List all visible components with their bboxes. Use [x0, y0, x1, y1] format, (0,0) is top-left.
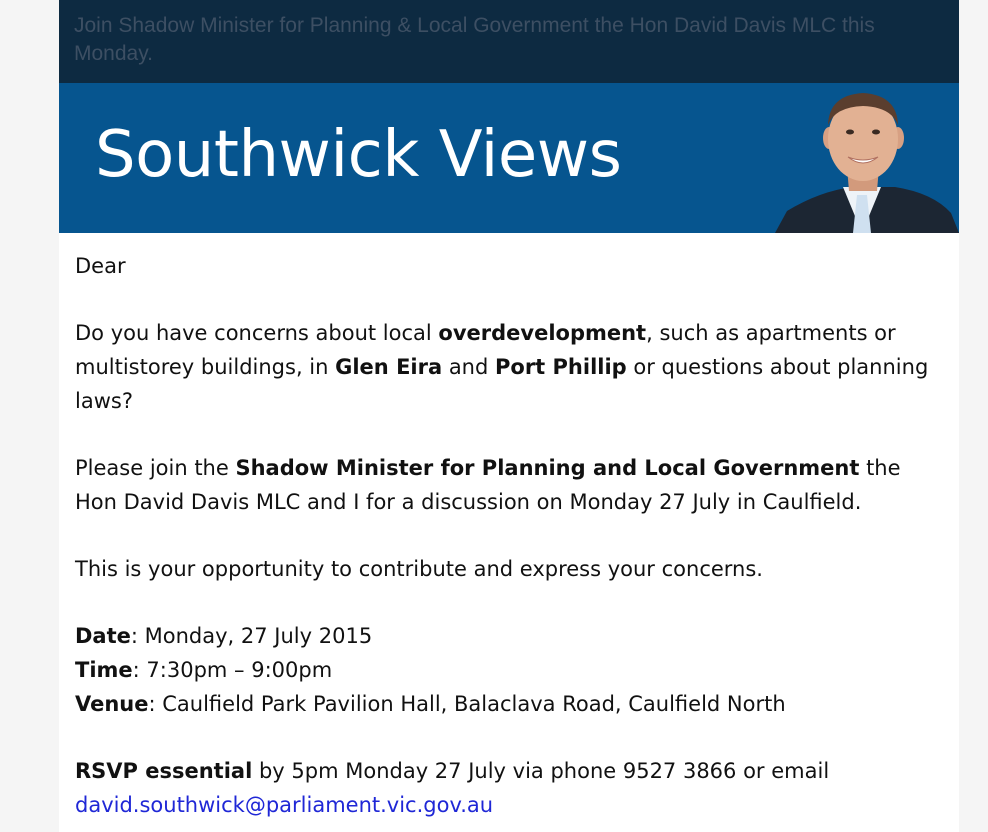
- p2-text-1: Please join the: [75, 456, 236, 480]
- time-value: : 7:30pm – 9:00pm: [132, 658, 333, 682]
- p2-text-2: the Hon David Davis MLC and I for a discussion on Monday 27 July in Caulfield.: [75, 456, 901, 514]
- greeting-text: Dear: [75, 254, 126, 278]
- newsletter-banner: [59, 83, 959, 233]
- banner-title: Southwick Views: [95, 118, 622, 192]
- p1-bold-overdevelopment: overdevelopment: [438, 321, 647, 345]
- email-link[interactable]: david.southwick@parliament.vic.gov.au: [75, 793, 494, 817]
- p1-text-4: or questions about planning laws?: [75, 355, 929, 413]
- date-label: Date: [75, 624, 131, 648]
- paragraph-opportunity: [75, 552, 949, 586]
- portrait-image: [765, 83, 959, 233]
- date-value: : Monday, 27 July 2015: [130, 624, 373, 648]
- preheader: [59, 0, 959, 83]
- p1-text-3: and: [442, 355, 495, 379]
- rsvp-text: by 5pm Monday 27 July via phone 9527 3866 or email: [252, 759, 830, 783]
- event-date: [75, 619, 949, 653]
- paragraph-invitation: [75, 451, 949, 519]
- event-time: [75, 653, 949, 687]
- greeting: [75, 249, 949, 283]
- p1-text-1: Do you have concerns about local: [75, 321, 439, 345]
- venue-value: : Caulfield Park Pavilion Hall, Balaclava Road, Caulfield North: [148, 692, 786, 716]
- rsvp-label: RSVP essential: [75, 759, 253, 783]
- p2-bold-shadow-minister: Shadow Minister for Planning and Local Government: [235, 456, 860, 480]
- preheader-text: Join Shadow Minister for Planning & Local Government the Hon David Davis MLC this Monday.: [74, 14, 875, 65]
- email-content: [59, 0, 959, 832]
- rsvp-paragraph: [75, 754, 949, 822]
- email-body: [59, 233, 959, 822]
- p1-bold-glen-eira: Glen Eira: [335, 355, 443, 379]
- paragraph-concerns: [75, 316, 949, 418]
- p1-text-2: , such as apartments or multistorey buildings, in: [75, 321, 896, 379]
- p1-bold-port-phillip: Port Phillip: [495, 355, 627, 379]
- p3-text: This is your opportunity to contribute and express your concerns.: [75, 557, 763, 581]
- venue-label: Venue: [75, 692, 149, 716]
- event-venue: [75, 687, 949, 721]
- time-label: Time: [75, 658, 133, 682]
